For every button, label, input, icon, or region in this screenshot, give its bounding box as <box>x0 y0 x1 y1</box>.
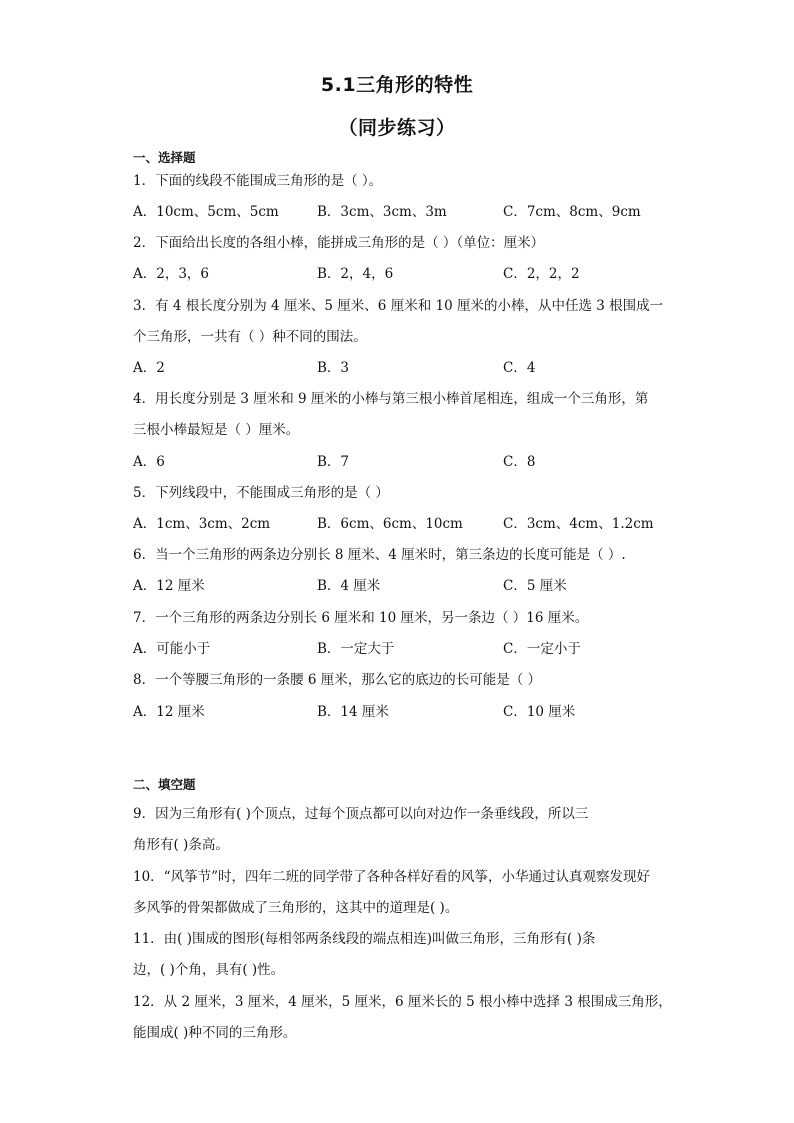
option-a: A．12 厘米 <box>133 704 205 720</box>
option-c: C．4 <box>503 360 536 376</box>
option-c: C．8 <box>503 454 536 470</box>
option-a: A．可能小于 <box>133 641 211 657</box>
option-c: C．7cm、8cm、9cm <box>503 204 641 220</box>
question-1: 1．下面的线段不能围成三角形的是（ ）。 <box>133 173 383 189</box>
question-9-line-2: 角形有( )条高。 <box>133 837 229 853</box>
question-4-options <box>133 454 693 470</box>
option-b: B．7 <box>317 454 350 470</box>
option-b: B．4 厘米 <box>317 578 381 594</box>
question-11-line-2: 边，( )个角，具有( )性。 <box>133 962 285 978</box>
option-b: B．2，4，6 <box>317 266 394 282</box>
question-4-line-1: 4．用长度分别是 3 厘米和 9 厘米的小棒与第三根小棒首尾相连，组成一个三角形，第 <box>133 391 649 407</box>
option-a: A．12 厘米 <box>133 578 205 594</box>
option-c: C．3cm、4cm、1.2cm <box>503 516 654 532</box>
option-b: B．3 <box>317 360 350 376</box>
question-8: 8．一个等腰三角形的一条腰 6 厘米，那么它的底边的长可能是（ ） <box>133 672 542 688</box>
option-c: C．2，2，2 <box>503 266 580 282</box>
option-b: B．3cm、3cm、3m <box>317 204 447 220</box>
option-a: A．1cm、3cm、2cm <box>133 516 271 532</box>
question-9-line-1: 9．因为三角形有( )个顶点，过每个顶点都可以向对边作一条垂线段，所以三 <box>133 806 589 822</box>
question-3-line-1: 3．有 4 根长度分别为 4 厘米、5 厘米、6 厘米和 10 厘米的小棒，从中任选 3 根围成一 <box>133 298 664 314</box>
option-b: B．6cm、6cm、10cm <box>317 516 463 532</box>
question-3-options <box>133 360 693 376</box>
question-10-line-1: 10．“风筝节”时，四年二班的同学带了各种各样好看的风筝，小华通过认真观察发现好 <box>133 869 650 885</box>
question-10-line-2: 多风筝的骨架都做成了三角形的，这其中的道理是( )。 <box>133 900 459 916</box>
question-1-options <box>133 204 693 220</box>
question-6-options <box>133 578 693 594</box>
question-2-options <box>133 266 693 282</box>
option-c: C．一定小于 <box>503 641 581 657</box>
option-a: A．2，3，6 <box>133 266 210 282</box>
section-heading-fill: 二、填空题 <box>133 777 196 792</box>
question-11-line-1: 11．由( )围成的图形(每相邻两条线段的端点相连)叫做三角形，三角形有( )条 <box>133 931 596 947</box>
option-c: C．10 厘米 <box>503 704 576 720</box>
option-b: B．14 厘米 <box>317 704 389 720</box>
section-heading-choice: 一、选择题 <box>133 150 196 165</box>
question-2: 2．下面给出长度的各组小棒，能拼成三角形的是（ ）（单位：厘米） <box>133 235 545 251</box>
option-a: A．6 <box>133 454 165 470</box>
page-title: 5.1三角形的特性 <box>320 74 474 96</box>
option-b: B．一定大于 <box>317 641 395 657</box>
question-4-line-2: 三根小棒最短是（ ）厘米。 <box>133 422 300 438</box>
question-3-line-2: 个三角形，一共有（ ）种不同的围法。 <box>133 329 367 345</box>
option-c: C．5 厘米 <box>503 578 567 594</box>
question-12-line-1: 12．从 2 厘米，3 厘米，4 厘米，5 厘米，6 厘米长的 5 根小棒中选择 3 根围成三角形， <box>133 994 672 1010</box>
question-5-options <box>133 516 693 532</box>
question-7-options <box>133 641 693 657</box>
question-6: 6．当一个三角形的两条边分别长 8 厘米、4 厘米时，第三条边的长度可能是（ ）. <box>133 547 626 563</box>
option-a: A．2 <box>133 360 165 376</box>
page-subtitle: （同步练习） <box>338 117 456 139</box>
option-a: A．10cm、5cm、5cm <box>133 204 279 220</box>
question-8-options <box>133 704 693 720</box>
question-12-line-2: 能围成( )种不同的三角形。 <box>133 1025 297 1041</box>
question-7: 7．一个三角形的两条边分别长 6 厘米和 10 厘米，另一条边（ ）16 厘米。 <box>133 610 589 626</box>
question-5: 5．下列线段中，不能围成三角形的是（ ） <box>133 485 389 501</box>
